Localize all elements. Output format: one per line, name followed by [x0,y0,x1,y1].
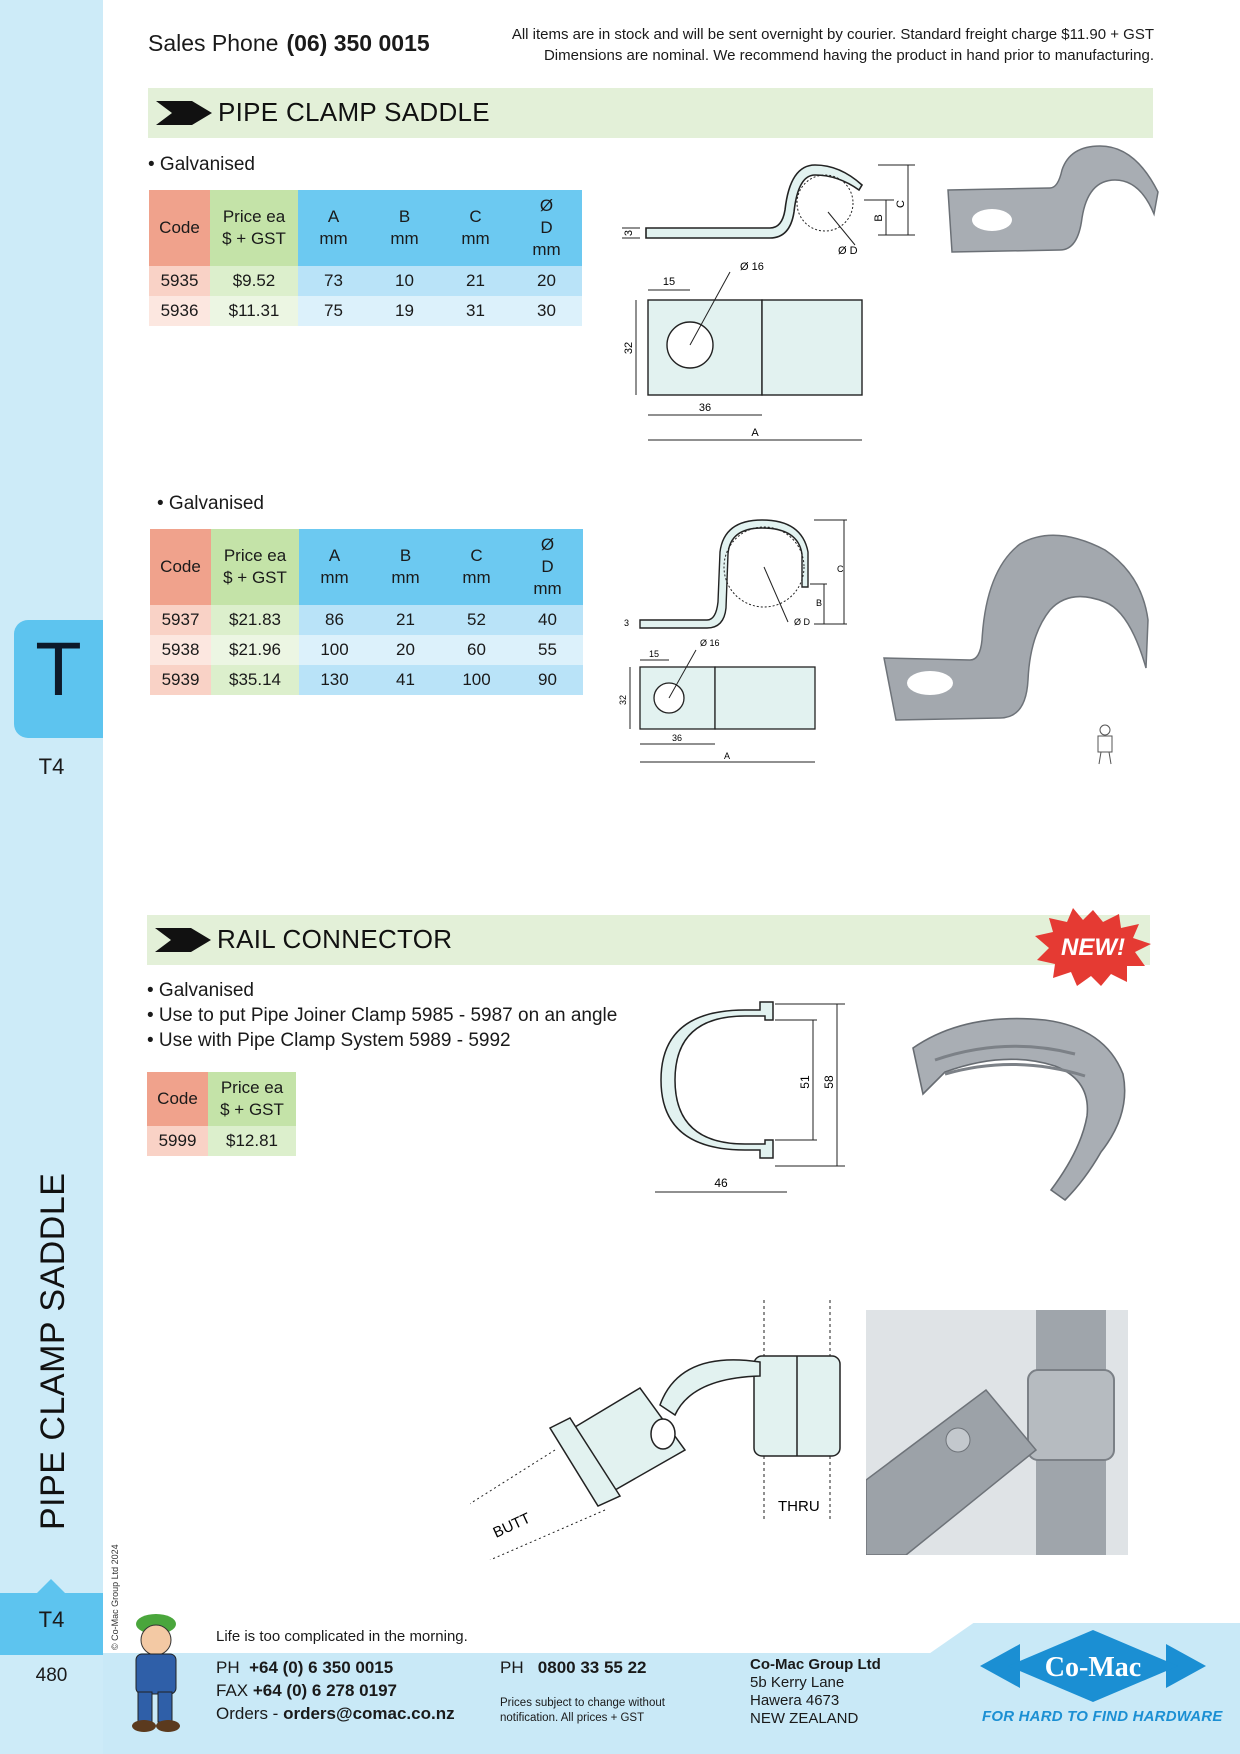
dim-d: Ø D [794,617,811,627]
cell-a: 86 [299,605,370,635]
cell-b: 21 [370,605,441,635]
disclaimer-line-1: Prices subject to change without [500,1697,665,1709]
cell-d: 40 [512,605,583,635]
dim-32: 32 [623,341,635,355]
cell-code: 5935 [149,266,210,296]
footer-contact [216,1656,455,1725]
col-a-unit: mm [319,229,348,248]
bottom-tab-notch [36,1579,66,1594]
section-bar-rail-connector [147,915,1150,965]
section-title: RAIL CONNECTOR [217,924,453,954]
col-a [298,190,369,266]
cell-d: 55 [512,635,583,665]
col-price-line2: $ + GST [223,568,287,587]
disclaimer-line-2: notification. All prices + GST [500,1712,645,1724]
dim-b: B [873,214,885,222]
cell-price: $21.96 [211,635,299,665]
cell-a: 100 [299,635,370,665]
saddle-photo-hole [907,671,953,695]
section-tab-code: T4 [38,754,65,779]
address-line-1: 5b Kerry Lane [750,1674,845,1691]
rail-bullets [147,978,617,1053]
col-c [440,190,511,266]
spec-table-1 [149,190,582,326]
rail-connector-photo [905,1010,1135,1205]
cell-code: 5939 [150,665,211,695]
dim-3: 3 [624,618,630,628]
footer-freephone [500,1656,647,1679]
col-d [511,190,582,266]
company-name: Co-Mac Group Ltd [750,1656,881,1673]
footer-fax [216,1679,455,1702]
address-line-2: Hawera 4673 [750,1692,840,1709]
saddle-photo-1 [940,140,1160,260]
footer-orders [216,1702,455,1725]
cell-code: 5999 [147,1126,208,1156]
cell-b: 41 [370,665,441,695]
col-a-unit: mm [320,568,349,587]
stock-notice [512,24,1154,66]
footer-orders-email[interactable]: orders@comac.co.nz [283,1704,455,1723]
col-c [441,529,512,605]
cell-d: 20 [511,266,582,296]
address-line-3: NEW ZEALAND [750,1710,859,1727]
cell-code: 5937 [150,605,211,635]
comac-logo[interactable] [980,1626,1206,1706]
dim-a: A [751,427,759,439]
col-d-label: D [540,218,553,237]
cell-d: 30 [511,296,582,326]
dim-a: A [723,751,731,761]
cell-c: 31 [440,296,511,326]
section-tab-letter: T [35,627,82,712]
table-row[interactable] [150,605,583,635]
dim-hole: Ø 16 [700,638,720,648]
footer-phone-label: PH [216,1658,240,1677]
saddle-drawing-2 [612,512,862,772]
col-d-symbol: Ø [539,196,554,215]
col-price-line1: Price ea [220,1078,284,1097]
table2-bullet: • Galvanised [157,493,264,514]
cell-price: $12.81 [208,1126,296,1156]
col-b-label: B [399,546,412,565]
saddle-drawing-1 [610,150,930,450]
dim-15: 15 [648,649,660,659]
col-c-unit: mm [461,229,490,248]
sales-phone-number[interactable]: (06) 350 0015 [286,30,430,56]
new-badge-label: NEW! [1061,934,1125,961]
footer-phone-number[interactable]: +64 (0) 6 350 0015 [249,1658,394,1677]
cell-price: $35.14 [211,665,299,695]
saddle-photo-shape [948,146,1158,252]
cell-c: 21 [440,266,511,296]
col-c-label: C [469,207,482,226]
footer-address [750,1656,881,1728]
mascot-icon [1088,722,1122,766]
cell-c: 52 [441,605,512,635]
arrow-icon [155,928,211,952]
dim-c: C [895,200,907,208]
notice-line-1: All items are in stock and will be sent overnight by courier. Standard freight charge $11.90 + GST [511,26,1154,43]
dim-46: 46 [714,1176,728,1190]
col-b [369,190,440,266]
saddle-side-shape [646,165,862,238]
col-c-unit: mm [462,568,491,587]
section-title: PIPE CLAMP SADDLE [218,97,490,127]
notice-line-2: Dimensions are nominal. We recommend having the product in hand prior to manufacturing. [543,47,1154,64]
cell-c: 100 [441,665,512,695]
cell-a: 73 [298,266,369,296]
col-price-line1: Price ea [223,546,287,565]
rail-connector-drawing [645,990,855,1205]
cell-d: 90 [512,665,583,695]
cell-b: 20 [370,635,441,665]
cell-price: $9.52 [210,266,298,296]
bottom-tab-code: T4 [38,1607,65,1632]
cell-a: 130 [299,665,370,695]
copyright-notice: © Co-Mac Group Ltd 2024 [110,1544,120,1650]
col-code: Code [150,529,211,605]
footer-fax-number[interactable]: +64 (0) 6 278 0197 [252,1681,398,1700]
footer-disclaimer [500,1696,665,1726]
col-b [370,529,441,605]
col-code: Code [149,190,210,266]
col-d-label: D [541,557,554,576]
col-d [512,529,583,605]
col-b-unit: mm [391,568,420,587]
footer-tagline: Life is too complicated in the morning. [216,1628,468,1645]
col-code: Code [147,1072,208,1126]
table1-bullet: • Galvanised [148,154,255,175]
col-d-unit: mm [532,240,561,259]
new-badge [1033,908,1153,988]
table-row[interactable] [150,635,583,665]
label-thru: THRU [778,1498,820,1515]
dim-58: 58 [822,1075,836,1089]
dim-36: 36 [671,733,683,743]
footer-fax-label: FAX [216,1681,249,1700]
rail-connector-arc [660,1360,760,1415]
mascot-icon [112,1604,196,1734]
saddle-side-shape [640,520,808,628]
col-price-line2: $ + GST [220,1100,284,1119]
col-a [299,529,370,605]
table-row[interactable] [149,266,582,296]
col-d-unit: mm [533,579,562,598]
logo-wordmark: Co-Mac [1044,1652,1142,1683]
sales-phone-label: Sales Phone [148,30,279,56]
col-price-line2: $ + GST [222,229,286,248]
cell-code: 5936 [149,296,210,326]
cell-c: 60 [441,635,512,665]
footer-freephone-number[interactable]: 0800 33 55 22 [537,1658,647,1677]
cell-b: 10 [369,266,440,296]
col-price [211,529,299,605]
spec-table-2 [150,529,583,695]
col-b-unit: mm [390,229,419,248]
footer-phone [216,1656,455,1679]
table-row[interactable] [149,296,582,326]
arrow-icon [156,101,212,125]
cell-b: 19 [369,296,440,326]
col-price [210,190,298,266]
rail-connector-shape [661,1002,773,1158]
cell-price: $21.83 [211,605,299,635]
section-bar-pipe-clamp-saddle [148,88,1153,138]
dim-d: Ø D [838,245,858,257]
table-row[interactable] [150,665,583,695]
vertical-page-title: PIPE CLAMP SADDLE [34,1172,72,1530]
cell-code: 5938 [150,635,211,665]
label-butt: BUTT [490,1509,534,1542]
col-price-line1: Price ea [222,207,286,226]
spec-table-3 [147,1072,296,1156]
cell-price: $11.31 [210,296,298,326]
col-d-symbol: Ø [540,535,555,554]
dim-hole: Ø 16 [740,261,764,273]
assembly-photo [866,1310,1128,1555]
saddle-photo-2 [880,530,1155,730]
assembly-drawing [470,1300,850,1560]
saddle-photo-hole [972,209,1012,231]
dim-51: 51 [798,1075,812,1089]
dim-15: 15 [662,276,676,288]
dim-c: C [837,564,844,574]
table-row[interactable] [147,1126,296,1156]
bullet-item: • Use with Pipe Clamp System 5989 - 5992 [147,1030,511,1051]
bullet-item: • Galvanised [147,980,254,1001]
col-b-label: B [398,207,411,226]
dim-3: 3 [623,229,635,237]
col-a-label: A [328,546,341,565]
footer-freephone-label: PH [500,1658,524,1677]
col-c-label: C [470,546,483,565]
cell-a: 75 [298,296,369,326]
dim-36: 36 [698,402,712,414]
dim-b: B [816,598,823,608]
footer-orders-label: Orders - [216,1704,279,1723]
page-number: 480 [35,1665,68,1686]
pipe-outline [797,175,853,231]
sales-phone [148,30,430,57]
col-price [208,1072,296,1126]
saddle-top-right [762,300,862,395]
logo-tagline: FOR HARD TO FIND HARDWARE [982,1708,1223,1725]
col-a-label: A [327,207,340,226]
bullet-item: • Use to put Pipe Joiner Clamp 5985 - 5987 on an angle [147,1005,618,1026]
dim-32: 32 [618,694,628,706]
saddle-top-right [715,667,815,729]
